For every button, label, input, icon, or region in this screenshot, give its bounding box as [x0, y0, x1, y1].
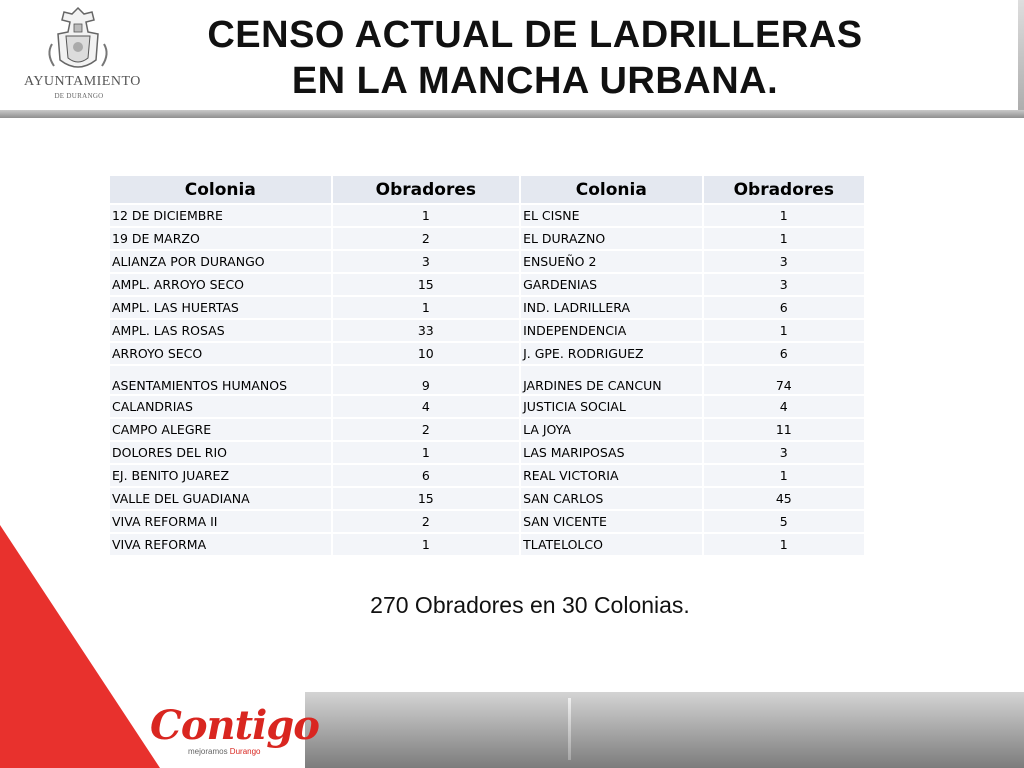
- right-accent-bar: [1018, 0, 1024, 118]
- obradores-cell: 1: [704, 228, 866, 251]
- obradores-cell: 33: [333, 320, 521, 343]
- coat-of-arms-icon: [22, 4, 134, 76]
- obradores-cell: 3: [704, 274, 866, 297]
- obradores-cell: 1: [333, 534, 521, 557]
- footer-bar: [305, 692, 1024, 768]
- obradores-cell: 3: [333, 251, 521, 274]
- table-row: [110, 343, 866, 366]
- census-table-body: [110, 205, 866, 557]
- colonia-cell: EL DURAZNO: [521, 228, 703, 251]
- obradores-cell: 45: [704, 488, 866, 511]
- red-corner-triangle: [0, 525, 160, 768]
- table-row: [110, 228, 866, 251]
- obradores-cell: 1: [704, 320, 866, 343]
- colonia-cell: JARDINES DE CANCUN: [521, 366, 703, 396]
- table-row: [110, 274, 866, 297]
- header-obradores-1: Obradores: [333, 176, 521, 205]
- colonia-cell: J. GPE. RODRIGUEZ: [521, 343, 703, 366]
- colonia-cell: 19 DE MARZO: [110, 228, 333, 251]
- title-line-2: EN LA MANCHA URBANA.: [291, 60, 779, 102]
- colonia-cell: VIVA REFORMA II: [110, 511, 333, 534]
- summary-text: 270 Obradores en 30 Colonias.: [370, 592, 690, 618]
- table-row: [110, 251, 866, 274]
- table-row: [110, 511, 866, 534]
- obradores-cell: 1: [333, 297, 521, 320]
- table-header-row: [110, 176, 866, 205]
- colonia-cell: ASENTAMIENTOS HUMANOS: [110, 366, 333, 396]
- header-colonia-1: Colonia: [110, 176, 333, 205]
- obradores-cell: 2: [333, 228, 521, 251]
- contigo-brand: Contigo: [150, 702, 319, 749]
- obradores-cell: 1: [704, 534, 866, 557]
- colonia-cell: VALLE DEL GUADIANA: [110, 488, 333, 511]
- obradores-cell: 6: [704, 343, 866, 366]
- obradores-cell: 10: [333, 343, 521, 366]
- contigo-logo: [150, 700, 319, 760]
- table-row: [110, 366, 866, 396]
- obradores-cell: 9: [333, 366, 521, 396]
- colonia-cell: SAN VICENTE: [521, 511, 703, 534]
- colonia-cell: EL CISNE: [521, 205, 703, 228]
- ayuntamiento-logo: [22, 4, 141, 100]
- obradores-cell: 6: [704, 297, 866, 320]
- colonia-cell: EJ. BENITO JUAREZ: [110, 465, 333, 488]
- colonia-cell: REAL VICTORIA: [521, 465, 703, 488]
- obradores-cell: 11: [704, 419, 866, 442]
- colonia-cell: AMPL. LAS ROSAS: [110, 320, 333, 343]
- table-row: [110, 534, 866, 557]
- table-row: [110, 320, 866, 343]
- table-row: [110, 442, 866, 465]
- obradores-cell: 3: [704, 442, 866, 465]
- colonia-cell: ARROYO SECO: [110, 343, 333, 366]
- title-line-1: CENSO ACTUAL DE LADRILLERAS: [207, 14, 863, 56]
- header-obradores-2: Obradores: [704, 176, 866, 205]
- header-divider: [0, 110, 1024, 118]
- logo-text: AYUNTAMIENTO: [24, 74, 141, 89]
- table-row: [110, 419, 866, 442]
- colonia-cell: IND. LADRILLERA: [521, 297, 703, 320]
- contigo-tagline: [188, 747, 260, 756]
- obradores-cell: 5: [704, 511, 866, 534]
- colonia-cell: GARDENIAS: [521, 274, 703, 297]
- obradores-cell: 74: [704, 366, 866, 396]
- colonia-cell: JUSTICIA SOCIAL: [521, 396, 703, 419]
- table-row: [110, 488, 866, 511]
- colonia-cell: DOLORES DEL RIO: [110, 442, 333, 465]
- colonia-cell: ENSUEÑO 2: [521, 251, 703, 274]
- footer-divider: [568, 698, 571, 760]
- table-row: [110, 465, 866, 488]
- header-colonia-2: Colonia: [521, 176, 703, 205]
- logo-subtext: DE DURANGO: [54, 92, 104, 100]
- colonia-cell: CALANDRIAS: [110, 396, 333, 419]
- colonia-cell: TLATELOLCO: [521, 534, 703, 557]
- colonia-cell: VIVA REFORMA: [110, 534, 333, 557]
- colonia-cell: 12 DE DICIEMBRE: [110, 205, 333, 228]
- colonia-cell: CAMPO ALEGRE: [110, 419, 333, 442]
- obradores-cell: 3: [704, 251, 866, 274]
- colonia-cell: INDEPENDENCIA: [521, 320, 703, 343]
- tagline-part-2: Durango: [229, 747, 261, 756]
- colonia-cell: LAS MARIPOSAS: [521, 442, 703, 465]
- obradores-cell: 2: [333, 511, 521, 534]
- obradores-cell: 1: [333, 442, 521, 465]
- colonia-cell: AMPL. ARROYO SECO: [110, 274, 333, 297]
- table-row: [110, 297, 866, 320]
- colonia-cell: ALIANZA POR DURANGO: [110, 251, 333, 274]
- obradores-cell: 15: [333, 488, 521, 511]
- obradores-cell: 4: [333, 396, 521, 419]
- obradores-cell: 1: [333, 205, 521, 228]
- obradores-cell: 4: [704, 396, 866, 419]
- obradores-cell: 1: [704, 205, 866, 228]
- page-title: [170, 12, 900, 104]
- colonia-cell: LA JOYA: [521, 419, 703, 442]
- obradores-cell: 1: [704, 465, 866, 488]
- colonia-cell: AMPL. LAS HUERTAS: [110, 297, 333, 320]
- obradores-cell: 2: [333, 419, 521, 442]
- table-row: [110, 205, 866, 228]
- census-table: [110, 176, 866, 557]
- tagline-part-1: mejoramos: [188, 747, 230, 756]
- obradores-cell: 6: [333, 465, 521, 488]
- obradores-cell: 15: [333, 274, 521, 297]
- table-row: [110, 396, 866, 419]
- colonia-cell: SAN CARLOS: [521, 488, 703, 511]
